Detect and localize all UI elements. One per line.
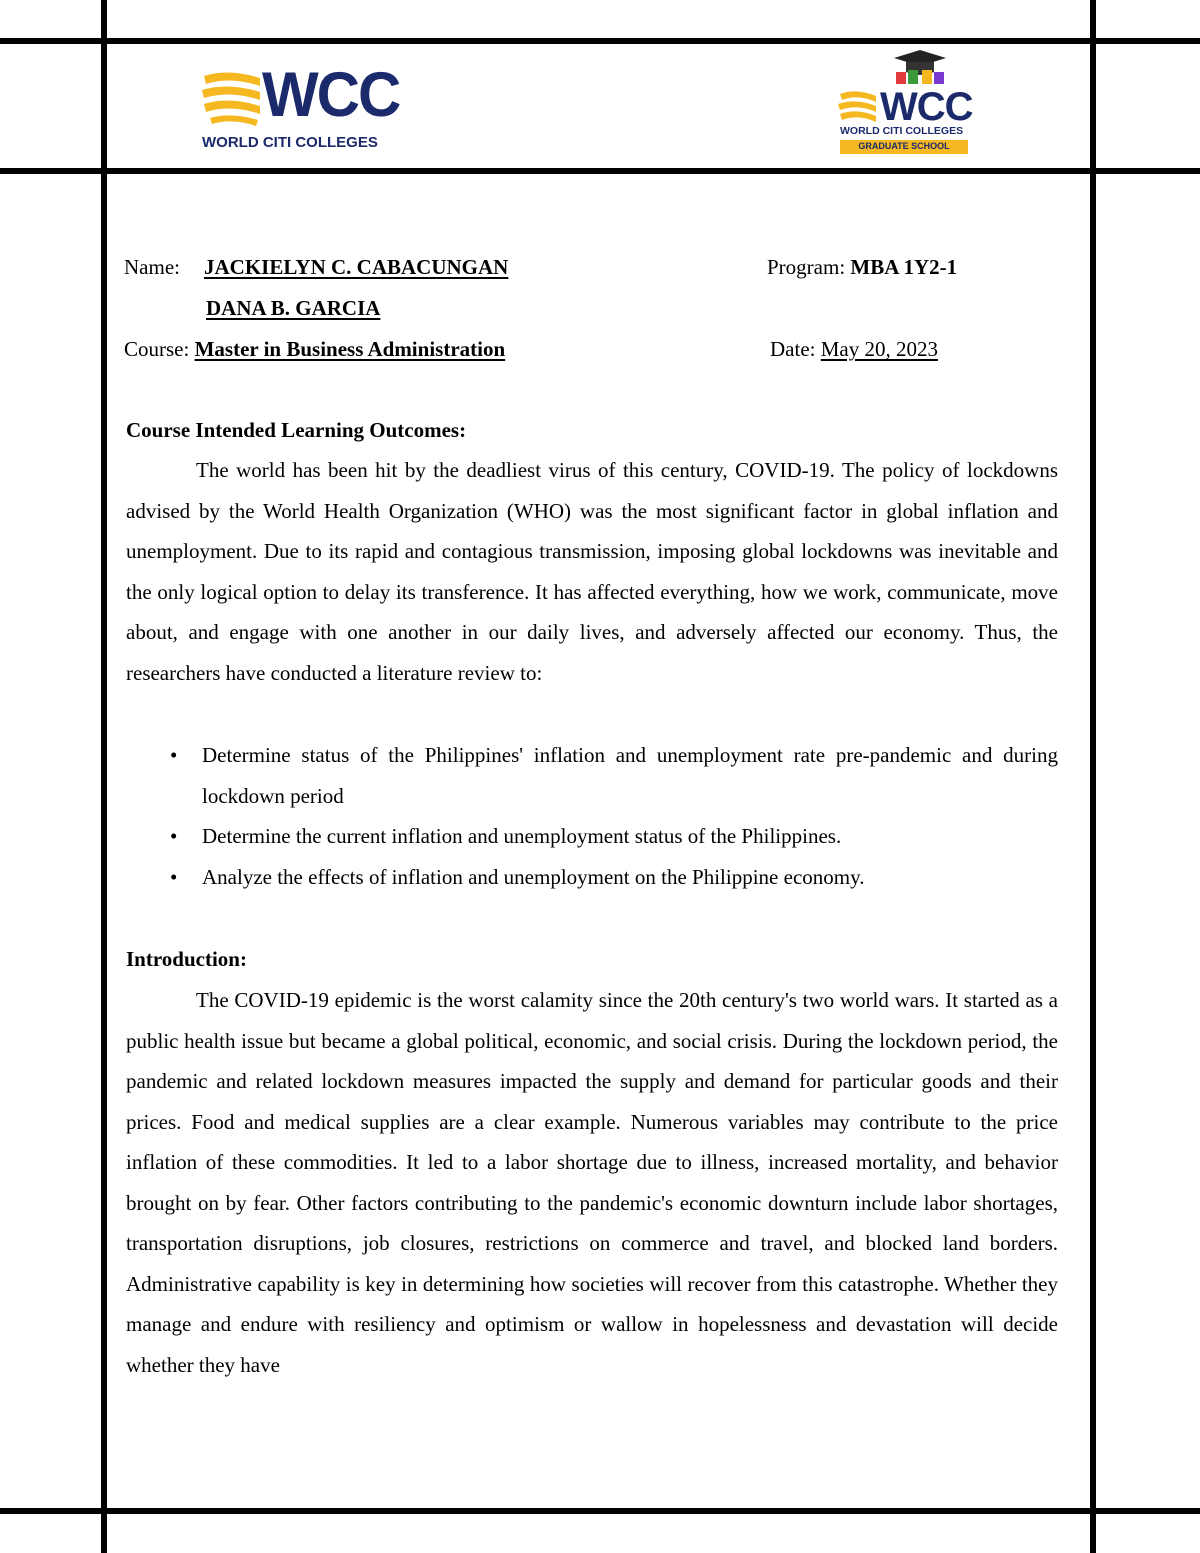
bullet-icon: • bbox=[170, 743, 178, 767]
frame-left-rule bbox=[101, 0, 107, 1553]
wcc-graduate-logo-right bbox=[836, 50, 976, 160]
introduction-heading: Introduction: bbox=[126, 947, 247, 971]
program-value: MBA 1Y2-1 bbox=[850, 255, 958, 279]
bullet-text: Determine the current inflation and unemployment status of the Philippines. bbox=[202, 824, 842, 848]
name-label: Name: bbox=[124, 255, 180, 279]
outcomes-bullet-list bbox=[126, 735, 1058, 897]
wcc-logo-left bbox=[200, 59, 400, 156]
program-label: Program: bbox=[767, 255, 846, 279]
frame-header-rule bbox=[0, 168, 1200, 174]
introduction-paragraph: The COVID-19 epidemic is the worst calamity since the 20th century's two world wars. It started as a public health issue but became a global political, economic, and social crisis. During the lockdown period, the pandemic and related lockdown measures impacted the supply and demand for particular goods and their prices. Food and medical supplies are a clear example. Numerous variables may contribute to the price inflation of these commodities. It led to a labor shortage due to illness, increased mortality, and behavior brought on by fear. Other factors contributing to the pandemic's economic downturn include labor shortages, transportation disruptions, job closures, restrictions on commerce and travel, and blocked land borders. Administrative capability is key in determining how societies will recover from this catastrophe. Whether they manage and endure with resiliency and optimism or wallow in hopelessness and devastation will decide whether they have bbox=[126, 988, 1058, 1377]
logo-right-name: WORLD CITI COLLEGES bbox=[840, 125, 964, 137]
date-label: Date: bbox=[770, 337, 816, 361]
logo-left-name: WORLD CITI COLLEGES bbox=[202, 134, 378, 151]
frame-bottom-rule bbox=[0, 1508, 1200, 1514]
date-value: May 20, 2023 bbox=[820, 337, 938, 361]
bullet-text: Determine status of the Philippines' inflation and unemployment rate pre-pandemic and during lockdown period bbox=[202, 743, 1058, 808]
date-field bbox=[770, 337, 938, 362]
program-field bbox=[767, 255, 957, 280]
bullet-text: Analyze the effects of inflation and unemployment on the Philippine economy. bbox=[202, 864, 865, 889]
student-name-1 bbox=[204, 255, 508, 280]
outcomes-paragraph: The world has been hit by the deadliest virus of this century, COVID-19. The policy of lockdowns advised by the World Health Organization (WHO) was the most significant factor in global inflation and unemployment. Due to its rapid and contagious transmission, imposing global lockdowns was inevitable and the only logical option to delay its transference. It has affected everything, how we work, communicate, move about, and engage with one another in our daily lives, and adversely affected our economy. Thus, the researchers have conducted a literature review to: bbox=[126, 458, 1058, 685]
outcomes-heading: Course Intended Learning Outcomes: bbox=[126, 418, 467, 442]
course-field bbox=[124, 337, 505, 362]
student-name-1-text: JACKIELYN C. CABACUNGAN bbox=[204, 255, 509, 279]
bullet-icon: • bbox=[170, 864, 178, 889]
course-label: Course: bbox=[124, 337, 190, 361]
frame-top-rule bbox=[0, 38, 1200, 44]
course-value: Master in Business Administration bbox=[194, 337, 506, 361]
bullet-icon: • bbox=[170, 824, 178, 848]
student-name-2-text: DANA B. GARCIA bbox=[206, 296, 381, 320]
logo-right-sub: GRADUATE SCHOOL bbox=[858, 141, 950, 151]
frame-right-rule bbox=[1090, 0, 1096, 1553]
logo-right-letters: WCC bbox=[880, 85, 973, 129]
student-name-2 bbox=[206, 296, 380, 321]
logo-left-letters: WCC bbox=[262, 59, 400, 130]
list-item bbox=[126, 735, 1058, 816]
list-item bbox=[126, 816, 1058, 857]
list-item bbox=[126, 857, 1058, 898]
